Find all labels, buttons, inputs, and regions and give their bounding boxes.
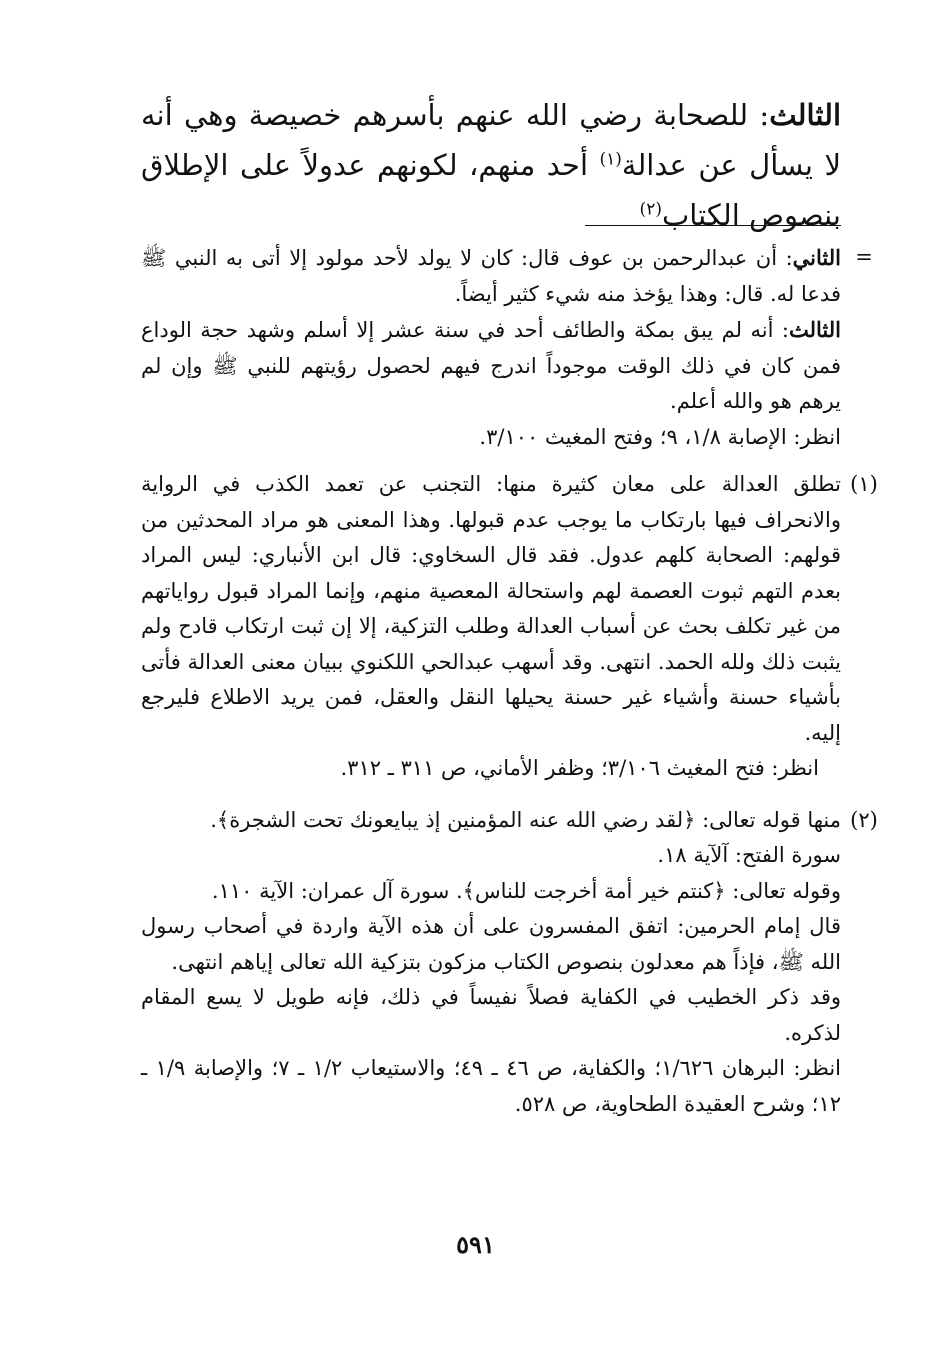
footnote-ref-2[interactable]: (٢)	[639, 199, 662, 220]
footnote-2	[141, 803, 878, 1123]
footnotes	[141, 240, 878, 1122]
footnote-1-reference: انظر: فتح المغيث ٣/١٠٦؛ وظفر الأماني، ص ٣١١ ـ ٣١٢.	[340, 756, 819, 780]
continuation-reference: انظر: الإصابة ١/٨، ٩؛ وفتح المغيث ٣/١٠٠.	[479, 424, 841, 449]
main-text-part-2: أحد منهم، لكونهم عدولاً على الإطلاق بنصوص الكتاب	[141, 148, 841, 232]
paragraph-heading: الثالث	[769, 98, 841, 132]
continuation-marker: =	[855, 245, 873, 269]
footnote-separator	[585, 225, 841, 226]
footnote-2-marker: (٢)	[850, 807, 878, 832]
continuation-item-3: الثالث: أنه لم يبق بمكة والطائف أحد في سنة عشر إلا أسلم وشهد حجة الوداع فمن كان في ذلك الوقت موجوداً اندرج فيهم لحصول رؤيتهم للنبي ﷺ وإن لم يرهم هو والله أعلم.	[141, 317, 841, 413]
footnote-continuation	[141, 240, 873, 455]
footnote-1	[141, 467, 878, 787]
footnote-2-line-5: وقد ذكر الخطيب في الكفاية فصلاً نفيساً في ذلك، فإنه طويل لا يسع المقام لذكره.	[141, 985, 841, 1045]
continuation-item-2: الثاني: أن عبدالرحمن بن عوف قال: كان لا يولد لأحد مولود إلا أتى به النبي ﷺ فدعا له. قال: وهذا يؤخذ منه شيء كثير أيضاً.	[141, 245, 841, 306]
footnote-2-reference: انظر: البرهان ١/٦٢٦؛ والكفاية، ص ٤٦ ـ ٤٩؛ والاستيعاب ١/٢ ـ ٧؛ والإصابة ١/٩ ـ ١٢؛ وشرح العقيدة الطحاوية، ص ٥٢٨.	[141, 1056, 841, 1116]
footnote-2-line-3: وقوله تعالى: ﴿كنتم خير أمة أخرجت للناس﴾. سورة آل عمران: الآية ١١٠.	[211, 878, 841, 903]
main-paragraph	[141, 90, 841, 240]
main-text-part-1: : للصحابة رضي الله عنهم بأسرهم خصيصة وهي أنه لا يسأل عن عدالة	[141, 98, 841, 182]
footnote-2-line-1: منها قوله تعالى: ﴿لقد رضي الله عنه المؤمنين إذ يبايعونك تحت الشجرة﴾.	[210, 807, 841, 832]
footnote-2-line-2: سورة الفتح: آلآية ١٨.	[657, 843, 841, 867]
footnote-1-text: تطلق العدالة على معان كثيرة منها: التجنب عن تعمد الكذب في الرواية والانحراف فيها بارتكاب ما يوجب عدم قبولها. وهذا المعنى هو مراد المحدثين من قولهم: الصحابة كلهم عدول. فقد قال السخاوي: قال ابن الأنباري: ليس المراد بعدم التهم ثبوت العصمة لهم واستحالة المعصية منهم، وإنما المراد قبول رواياتهم من غير تكلف بحث عن أسباب العدالة وطلب التزكية، إلا إن ثبت ارتكاب قادح ولم يثبت ذلك ولله الحمد. انتهى. وقد أسهب عبدالحي اللكنوي ببيان معنى العدالة فأتى بأشياء حسنة وأشياء غير حسنة يحيلها النقل والعقل، فمن يريد الاطلاع فليرجع إليه.	[141, 472, 841, 745]
footnote-ref-1[interactable]: (١)	[599, 149, 622, 170]
footnote-2-line-4: قال إمام الحرمين: اتفق المفسرون على أن هذه الآية واردة في أصحاب رسول الله ﷺ، فإذاً هم معدلون بنصوص الكتاب مزكون بتزكية الله تعالى إياهم انتهى.	[141, 914, 841, 974]
footnote-1-marker: (١)	[850, 472, 878, 496]
page-number: ٥٩١	[456, 1230, 495, 1259]
